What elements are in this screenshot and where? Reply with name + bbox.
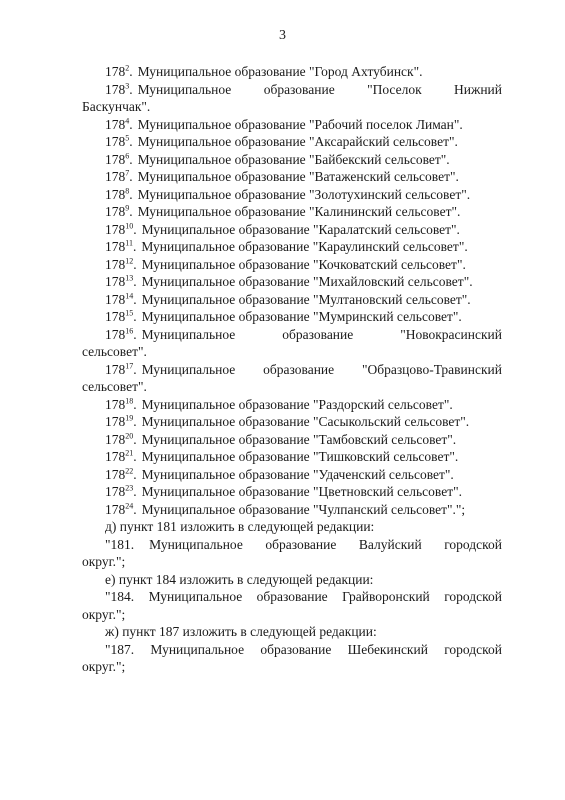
- item-number: $178^{11}$.: [105, 238, 137, 254]
- amendment-instruction: ж) пункт 187 изложить в следующей редакции:: [105, 624, 377, 639]
- list-item: [82, 501, 502, 519]
- item-text: Муниципальное образование "Кочковатский сельсовет".: [141, 256, 466, 272]
- amendment-text: "187. Муниципальное образование Шебекинский городской: [105, 641, 502, 657]
- item-text: Муниципальное образование "Михайловский сельсовет".: [141, 274, 473, 289]
- item-text: Муниципальное образование "Сасыкольский сельсовет".: [141, 414, 470, 429]
- item-text: Муниципальное образование "Караулинский сельсовет".: [141, 239, 468, 254]
- item-number: $178^{16}$.: [105, 326, 137, 342]
- item-number: $178^3$.: [105, 81, 133, 97]
- item-text: Муниципальное образование "Калининский сельсовет".: [137, 204, 461, 219]
- list-item: [82, 273, 502, 291]
- item-text: Муниципальное образование "Ватаженский сельсовет".: [137, 169, 459, 184]
- item-text: Муниципальное образование "Мултановский сельсовет".: [141, 291, 471, 307]
- item-text: Муниципальное образование "Удаченский сельсовет".: [141, 466, 454, 482]
- list-item: [82, 326, 502, 344]
- list-item: [82, 396, 502, 414]
- list-item: [82, 116, 502, 134]
- item-number: $178^4$.: [105, 116, 133, 132]
- amendment-text: "184. Муниципальное образование Грайворонский городской: [105, 589, 502, 604]
- item-number: $178^{20}$.: [105, 431, 137, 447]
- list-item: [82, 308, 502, 326]
- item-text: Муниципальное образование "Тишковский сельсовет".: [141, 449, 459, 464]
- item-text: Муниципальное образование "Цветновский сельсовет".: [141, 484, 462, 499]
- list-item: [82, 168, 502, 186]
- amendment-instruction: е) пункт 184 изложить в следующей редакции:: [105, 571, 374, 587]
- list-item: [82, 63, 502, 81]
- list-item: [82, 81, 502, 99]
- list-item-continuation: сельсовет".: [82, 344, 147, 359]
- item-text: Муниципальное образование "Каралатский сельсовет".: [141, 221, 460, 237]
- list-item: [82, 151, 502, 169]
- item-text: Муниципальное образование "Поселок Нижний: [137, 81, 502, 97]
- item-number: $178^{13}$.: [105, 273, 137, 289]
- item-text: Муниципальное образование "Байбекский сельсовет".: [137, 151, 450, 167]
- item-number: $178^{18}$.: [105, 396, 137, 412]
- list-item: [82, 221, 502, 239]
- item-text: Муниципальное образование "Город Ахтубинск".: [137, 64, 423, 79]
- item-number: $178^{23}$.: [105, 483, 137, 499]
- item-number: $178^{22}$.: [105, 466, 137, 482]
- item-number: $178^2$.: [105, 63, 133, 79]
- list-item: [82, 203, 502, 221]
- item-number: $178^7$.: [105, 168, 133, 184]
- list-item: [82, 291, 502, 309]
- amendment-text-continuation: округ.";: [82, 554, 126, 569]
- list-item: [82, 448, 502, 466]
- item-number: $178^{10}$.: [105, 221, 137, 237]
- amendment-instruction: д) пункт 181 изложить в следующей редакции:: [105, 519, 375, 534]
- item-number: $178^{15}$.: [105, 308, 137, 324]
- page-number: 3: [279, 28, 286, 43]
- list-item: [82, 238, 502, 256]
- item-text: Муниципальное образование "Новокрасинский: [141, 326, 502, 342]
- list-item: [82, 413, 502, 431]
- list-item: [82, 133, 502, 151]
- list-item: [82, 431, 502, 449]
- item-number: $178^{24}$.: [105, 501, 137, 517]
- item-text: Муниципальное образование "Золотухинский сельсовет".: [137, 186, 471, 202]
- amendment-text: "181. Муниципальное образование Валуйский городской: [105, 536, 502, 552]
- item-number: $178^{14}$.: [105, 291, 137, 307]
- list-item: [82, 186, 502, 204]
- item-number: $178^{21}$.: [105, 448, 137, 464]
- item-number: $178^5$.: [105, 133, 133, 149]
- item-text: Муниципальное образование "Чулпанский сельсовет".";: [141, 501, 466, 517]
- item-text: Муниципальное образование "Тамбовский сельсовет".: [141, 431, 457, 447]
- list-item: [82, 361, 502, 379]
- item-number: $178^9$.: [105, 203, 133, 219]
- item-number: $178^6$.: [105, 151, 133, 167]
- item-text: Муниципальное образование "Аксарайский сельсовет".: [137, 134, 458, 149]
- item-number: $178^{19}$.: [105, 413, 137, 429]
- list-item: [82, 483, 502, 501]
- item-text: Муниципальное образование "Раздорский сельсовет".: [141, 396, 453, 412]
- list-item-continuation: Баскунчак".: [82, 99, 151, 114]
- item-text: Муниципальное образование "Рабочий поселок Лиман".: [137, 116, 463, 132]
- list-item: [82, 466, 502, 484]
- amendment-text-continuation: округ.";: [82, 659, 126, 674]
- item-text: Муниципальное образование "Мумринский сельсовет".: [141, 309, 462, 324]
- item-text: Муниципальное образование "Образцово-Травинский: [141, 361, 502, 377]
- document-body: [82, 63, 502, 676]
- amendment-text-continuation: округ.";: [82, 606, 126, 622]
- list-item: [82, 256, 502, 274]
- item-number: $178^{17}$.: [105, 361, 137, 377]
- item-number: $178^{12}$.: [105, 256, 137, 272]
- item-number: $178^8$.: [105, 186, 133, 202]
- list-item-continuation: сельсовет".: [82, 379, 147, 394]
